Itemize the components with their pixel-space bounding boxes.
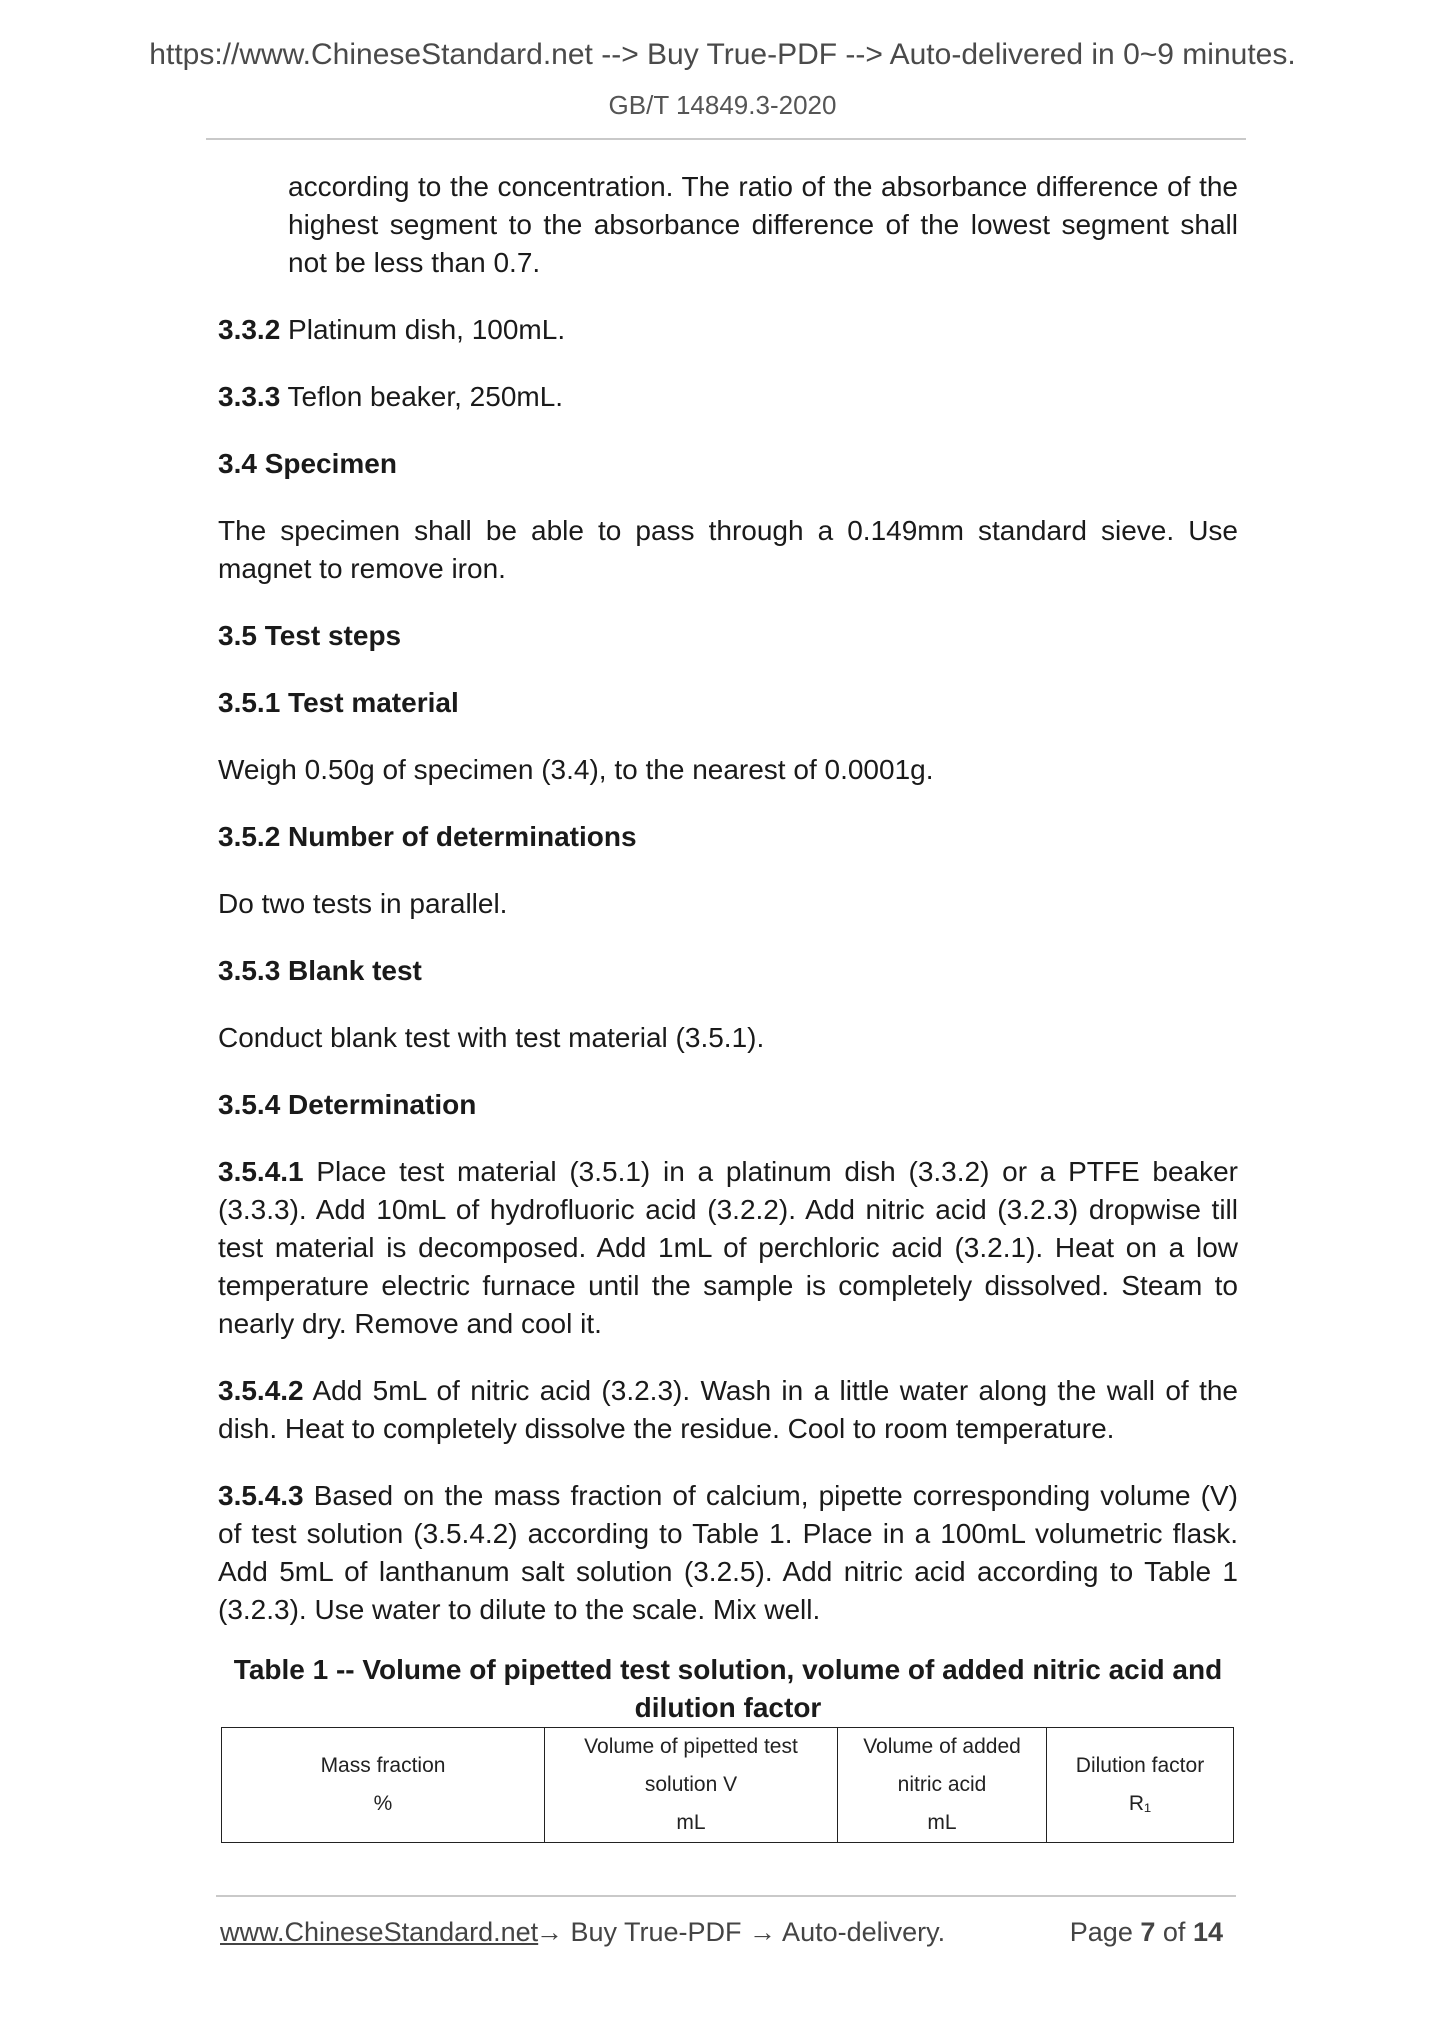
header-cell-pipetted-volume: Volume of pipetted test solution V mL <box>545 1728 838 1843</box>
table-caption: Table 1 -- Volume of pipetted test solution, volume of added nitric acid and dilution factor <box>233 1654 1223 1723</box>
current-page-number: 7 <box>1140 1917 1156 1947</box>
section-number: 3.3.2 <box>218 314 281 345</box>
section-number: 3.5.4.3 <box>218 1480 304 1511</box>
header-cell-dilution-factor: Dilution factor R₁ <box>1047 1728 1234 1843</box>
page-content <box>218 168 1238 1843</box>
section-3-5-4-3 <box>218 1477 1238 1629</box>
heading-3-5-4: 3.5.4 Determination <box>218 1089 477 1120</box>
paragraph-3-5-1: Weigh 0.50g of specimen (3.4), to the nearest of 0.0001g. <box>218 754 934 785</box>
section-3-3-2 <box>218 311 1238 349</box>
footer-rule <box>216 1895 1236 1897</box>
section-text: Based on the mass fraction of calcium, pipette corresponding volume (V) of test solution (3.5.4.2) according to Table 1. Place in a 100mL volumetric flask. Add 5mL of lanthanum salt solution (3.2.5). Add nitric acid according to Table 1 (3.2.3). Use water to dilute to the scale. Mix well. <box>218 1480 1238 1625</box>
page-indicator: Page 7 of 14 <box>1069 1917 1223 1947</box>
section-3-3-3 <box>218 378 1238 416</box>
total-page-count: 14 <box>1192 1917 1223 1947</box>
heading-3-5-2: 3.5.2 Number of determinations <box>218 821 637 852</box>
heading-3-5-1: 3.5.1 Test material <box>218 687 459 718</box>
section-number: 3.5.4.1 <box>218 1156 304 1187</box>
section-3-5-4-1 <box>218 1153 1238 1343</box>
heading-3-5-3: 3.5.3 Blank test <box>218 955 422 986</box>
header-rule <box>206 138 1246 140</box>
heading-3-5: 3.5 Test steps <box>218 620 402 651</box>
paragraph-3-5-2: Do two tests in parallel. <box>218 888 508 919</box>
section-text: Place test material (3.5.1) in a platinum dish (3.3.2) or a PTFE beaker (3.3.3). Add 10mL of hydrofluoric acid (3.2.2). Add nitric acid (3.2.3) dropwise till test material is decomposed. Add 1mL of perchloric acid (3.2.1). Heat on a low temperature electric furnace until the sample is completely dissolved. Steam to nearly dry. Remove and cool it. <box>218 1156 1238 1339</box>
table-header-row <box>222 1728 1234 1843</box>
heading-3-4: 3.4 Specimen <box>218 448 397 479</box>
header-cell-nitric-acid-volume: Volume of added nitric acid mL <box>838 1728 1047 1843</box>
footer-tagline: → Buy True-PDF → Auto-delivery. <box>536 1917 946 1947</box>
top-banner: https://www.ChineseStandard.net --> Buy True-PDF --> Auto-delivered in 0~9 minutes. <box>149 38 1296 71</box>
section-number: 3.5.4.2 <box>218 1375 304 1406</box>
continuation-paragraph: according to the concentration. The ratio of the absorbance difference of the highest segment to the absorbance difference of the lowest segment shall not be less than 0.7. <box>288 171 1238 278</box>
section-text: Add 5mL of nitric acid (3.2.3). Wash in a little water along the wall of the dish. Heat to completely dissolve the residue. Cool to room temperature. <box>218 1375 1238 1444</box>
section-text: Teflon beaker, 250mL. <box>280 381 564 412</box>
section-3-5-4-2 <box>218 1372 1238 1448</box>
header-cell-mass-fraction: Mass fraction % <box>222 1728 545 1843</box>
section-text: Platinum dish, 100mL. <box>280 314 566 345</box>
paragraph-3-4: The specimen shall be able to pass through a 0.149mm standard sieve. Use magnet to remove iron. <box>218 515 1238 584</box>
paragraph-3-5-3: Conduct blank test with test material (3.5.1). <box>218 1022 765 1053</box>
footer-website-link[interactable]: www.ChineseStandard.net <box>220 1917 539 1947</box>
table-1 <box>221 1727 1234 1843</box>
standard-code: GB/T 14849.3-2020 <box>608 90 837 120</box>
section-number: 3.3.3 <box>218 381 281 412</box>
